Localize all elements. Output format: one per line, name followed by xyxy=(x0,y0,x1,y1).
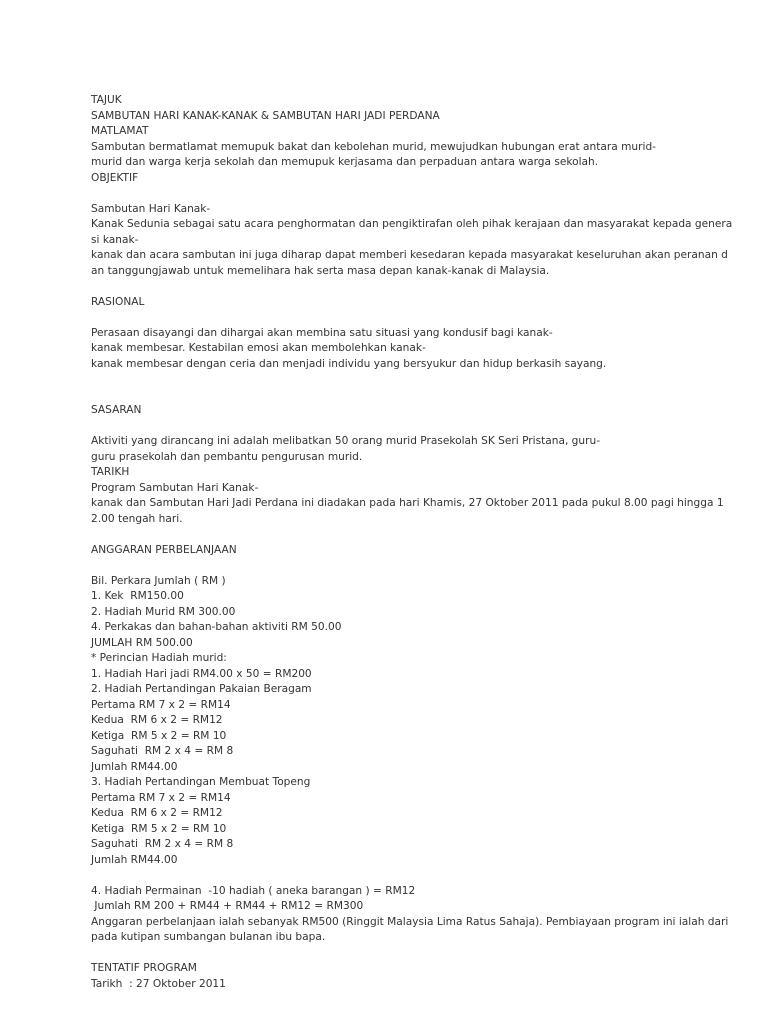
text-line: TENTATIF PROGRAM xyxy=(91,962,197,974)
text-line: ANGGARAN PERBELANJAAN xyxy=(91,543,237,556)
text-line: Perasaan disayangi dan dihargai akan membina satu situasi yang kondusif bagi kanak- xyxy=(91,326,553,339)
text-line: Pertama RM 7 x 2 = RM14 xyxy=(91,698,231,711)
text-line: kanak dan Sambutan Hari Jadi Perdana ini diadakan pada hari Khamis, 27 Oktober 2011 pada pukul 8.00 pagi hingga 1 xyxy=(91,497,724,509)
blank-line xyxy=(91,310,691,326)
text-line: Saguhati RM 2 x 4 = RM 8 xyxy=(91,745,234,757)
text-line: Sambutan Hari Kanak- xyxy=(91,202,211,215)
document-body xyxy=(91,93,733,992)
blank-line xyxy=(91,372,691,388)
text-line: MATLAMAT xyxy=(91,125,149,137)
text-line: Aktiviti yang dirancang ini adalah melibatkan 50 orang murid Prasekolah SK Seri Pristana, guru- xyxy=(91,435,601,447)
text-line: Ketiga RM 5 x 2 = RM 10 xyxy=(91,729,227,742)
text-line: Anggaran perbelanjaan ialah sebanyak RM500 (Ringgit Malaysia Lima Ratus Sahaja). Pembiayaan program ini ialah dari xyxy=(91,915,729,928)
text-line: kanak membesar. Kestabilan emosi akan membolehkan kanak- xyxy=(91,342,426,354)
blank-line xyxy=(91,527,691,543)
text-line: Saguhati RM 2 x 4 = RM 8 xyxy=(91,838,234,850)
text-line: TAJUK xyxy=(91,94,122,106)
text-line: OBJEKTIF xyxy=(91,171,139,184)
blank-line xyxy=(91,558,691,574)
text-line: Program Sambutan Hari Kanak- xyxy=(91,481,259,494)
text-line: Kanak Sedunia sebagai satu acara penghormatan dan pengiktirafan oleh pihak kerajaan dan masyarakat kepada genera xyxy=(91,218,733,230)
text-line: 2. Hadiah Pertandingan Pakaian Beragam xyxy=(91,683,312,695)
text-line: Jumlah RM 200 + RM44 + RM44 + RM12 = RM300 xyxy=(91,900,364,912)
text-line: 4. Hadiah Permainan -10 hadiah ( aneka barangan ) = RM12 xyxy=(91,884,416,897)
text-line: SAMBUTAN HARI KANAK-KANAK & SAMBUTAN HARI JADI PERDANA xyxy=(91,109,440,122)
text-line: kanak membesar dengan ceria dan menjadi individu yang bersyukur dan hidup berkasih sayang. xyxy=(91,357,607,370)
blank-line xyxy=(91,419,691,435)
text-line: 2. Hadiah Murid RM 300.00 xyxy=(91,605,236,618)
blank-line xyxy=(91,279,691,295)
text-line: Pertama RM 7 x 2 = RM14 xyxy=(91,791,231,804)
blank-line xyxy=(91,388,691,404)
text-line: Ketiga RM 5 x 2 = RM 10 xyxy=(91,822,227,835)
blank-line xyxy=(91,868,691,884)
text-line: Kedua RM 6 x 2 = RM12 xyxy=(91,714,223,726)
text-line: si kanak- xyxy=(91,233,139,246)
text-line: Tarikh : 27 Oktober 2011 xyxy=(91,977,226,990)
text-line: kanak dan acara sambutan ini juga diharap dapat memberi kesedaran kepada masyarakat keseluruhan akan peranan d xyxy=(91,249,728,261)
text-line: Jumlah RM44.00 xyxy=(91,760,178,773)
text-line: RASIONAL xyxy=(91,295,145,308)
text-line: SASARAN xyxy=(91,404,142,416)
text-line: an tanggungjawab untuk memelihara hak serta masa depan kanak-kanak di Malaysia. xyxy=(91,264,550,277)
text-line: Jumlah RM44.00 xyxy=(91,853,178,866)
blank-line xyxy=(91,186,691,202)
text-line: Bil. Perkara Jumlah ( RM ) xyxy=(91,574,226,587)
text-line: TARIKH xyxy=(91,466,130,478)
text-line: 1. Kek RM150.00 xyxy=(91,590,184,602)
text-line: guru prasekolah dan pembantu pengurusan murid. xyxy=(91,450,363,463)
text-line: 1. Hadiah Hari jadi RM4.00 x 50 = RM200 xyxy=(91,667,312,680)
text-line: Sambutan bermatlamat memupuk bakat dan kebolehan murid, mewujudkan hubungan erat antara murid- xyxy=(91,140,656,153)
text-line: 4. Perkakas dan bahan-bahan aktiviti RM 50.00 xyxy=(91,621,342,633)
text-line: 2.00 tengah hari. xyxy=(91,512,183,525)
text-line: murid dan warga kerja sekolah dan memupuk kerjasama dan perpaduan antara warga sekolah. xyxy=(91,156,599,168)
blank-line xyxy=(91,946,691,962)
text-line: Kedua RM 6 x 2 = RM12 xyxy=(91,807,223,819)
text-line: pada kutipan sumbangan bulanan ibu bapa. xyxy=(91,931,326,943)
text-line: JUMLAH RM 500.00 xyxy=(91,636,193,649)
text-line: * Perincian Hadiah murid: xyxy=(91,652,227,664)
text-line: 3. Hadiah Pertandingan Membuat Topeng xyxy=(91,776,311,788)
